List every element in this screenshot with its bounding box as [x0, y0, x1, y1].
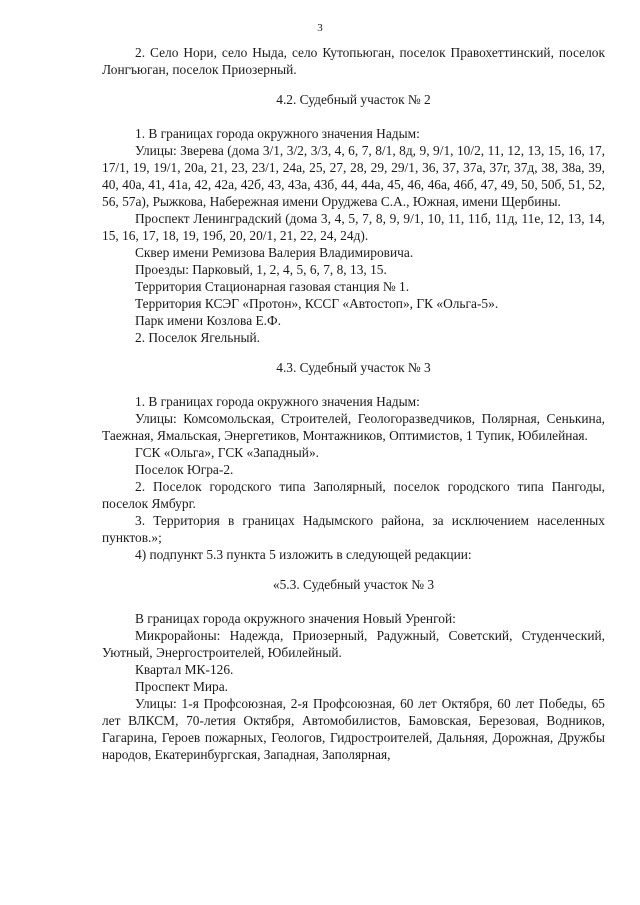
paragraph: Улицы: Зверева (дома 3/1, 3/2, 3/3, 4, 6, 7, 8/1, 8д, 9, 9/1, 10/2, 11, 12, 13, 15, 16, 17, 17/1, 19, 19/1, 20а, 21, 23, 23/1, 24а, 25, 27, 28, 29, 29/1, 36, 37, 37а, 37г, 37д, 38, 38а, 39, 40, 40а, 41, 41а, 42, 42а, 42б, 43, 43а, 43б, 44, 44а, 45, 46, 46а, 46б, 47, 49, 50, 50б, 51, 52, 56, 57а), Рыжкова, Набережная имени Оруджева С.А., Южная, имени Щербины. [102, 143, 605, 209]
section-heading: 4.2. Судебный участок № 2 [276, 92, 431, 107]
paragraph: 2. Село Нори, село Ныда, село Кутопьюган, поселок Правохеттинский, поселок Лонгъюган, поселок Приозерный. [102, 45, 605, 77]
paragraph-line: Территория Стационарная газовая станция № 1. [135, 279, 410, 294]
paragraph: 1. В границах города окружного значения Надым: [135, 126, 420, 141]
paragraph-line: Поселок Югра-2. [135, 462, 234, 477]
paragraph-line: 4) подпункт 5.3 пункта 5 изложить в следующей редакции: [135, 547, 472, 562]
paragraph-line: Проспект Мира. [135, 679, 229, 694]
paragraph-line: Квартал МК-126. [135, 662, 234, 677]
spacer [102, 108, 605, 125]
paragraph: Микрорайоны: Надежда, Приозерный, Радужный, Советский, Студенческий, Уютный, Энергостроителей, Юбилейный. [102, 628, 605, 660]
paragraph: Улицы: 1-я Профсоюзная, 2-я Профсоюзная, 60 лет Октября, 60 лет Победы, 65 лет ВЛКСМ, 70-летия Октября, Автомобилистов, Бамовская, Березовая, Водников, Гагарина, Героев пожарных, Геологов, Гидростроителей, Дальняя, Дорожная, Дружбы народов, Екатеринбургская, Западная, Заполярная, [102, 696, 605, 762]
spacer [102, 78, 605, 91]
paragraph: 3. Территория в границах Надымского района, за исключением населенных пунктов.»; [102, 513, 605, 545]
section-heading: «5.3. Судебный участок № 3 [272, 577, 435, 592]
paragraph-line: Территория КСЭГ «Протон», КССГ «Автостоп», ГК «Ольга-5». [135, 296, 499, 311]
paragraph-line: Проезды: Парковый, 1, 2, 4, 5, 6, 7, 8, 13, 15. [135, 262, 387, 277]
paragraph-line: 2. Поселок Ягельный. [135, 330, 261, 345]
paragraph: 2. Поселок городского типа Заполярный, поселок городского типа Пангоды, поселок Ямбург. [102, 479, 605, 511]
paragraph-line: Сквер имени Ремизова Валерия Владимировича. [135, 245, 414, 260]
document-body [102, 44, 605, 763]
spacer [102, 593, 605, 610]
spacer [102, 563, 605, 576]
spacer [102, 346, 605, 359]
spacer [102, 376, 605, 393]
section-heading: 4.3. Судебный участок № 3 [276, 360, 431, 375]
paragraph-line: В границах города окружного значения Новый Уренгой: [135, 611, 456, 626]
page-number: 3 [317, 22, 323, 34]
paragraph-line: Парк имени Козлова Е.Ф. [135, 313, 281, 328]
paragraph: Проспект Ленинградский (дома 3, 4, 5, 7, 8, 9, 9/1, 10, 11, 11б, 11д, 11е, 12, 13, 14, 15, 16, 17, 18, 19, 19б, 20, 20/1, 21, 22, 24, 24д). [102, 211, 605, 243]
paragraph: 1. В границах города окружного значения Надым: [135, 394, 420, 409]
paragraph-line: ГСК «Ольга», ГСК «Западный». [135, 445, 319, 460]
paragraph: Улицы: Комсомольская, Строителей, Геологоразведчиков, Полярная, Сенькина, Таежная, Ямальская, Энергетиков, Монтажников, Оптимистов, 1 Тупик, Юбилейная. [102, 411, 605, 443]
